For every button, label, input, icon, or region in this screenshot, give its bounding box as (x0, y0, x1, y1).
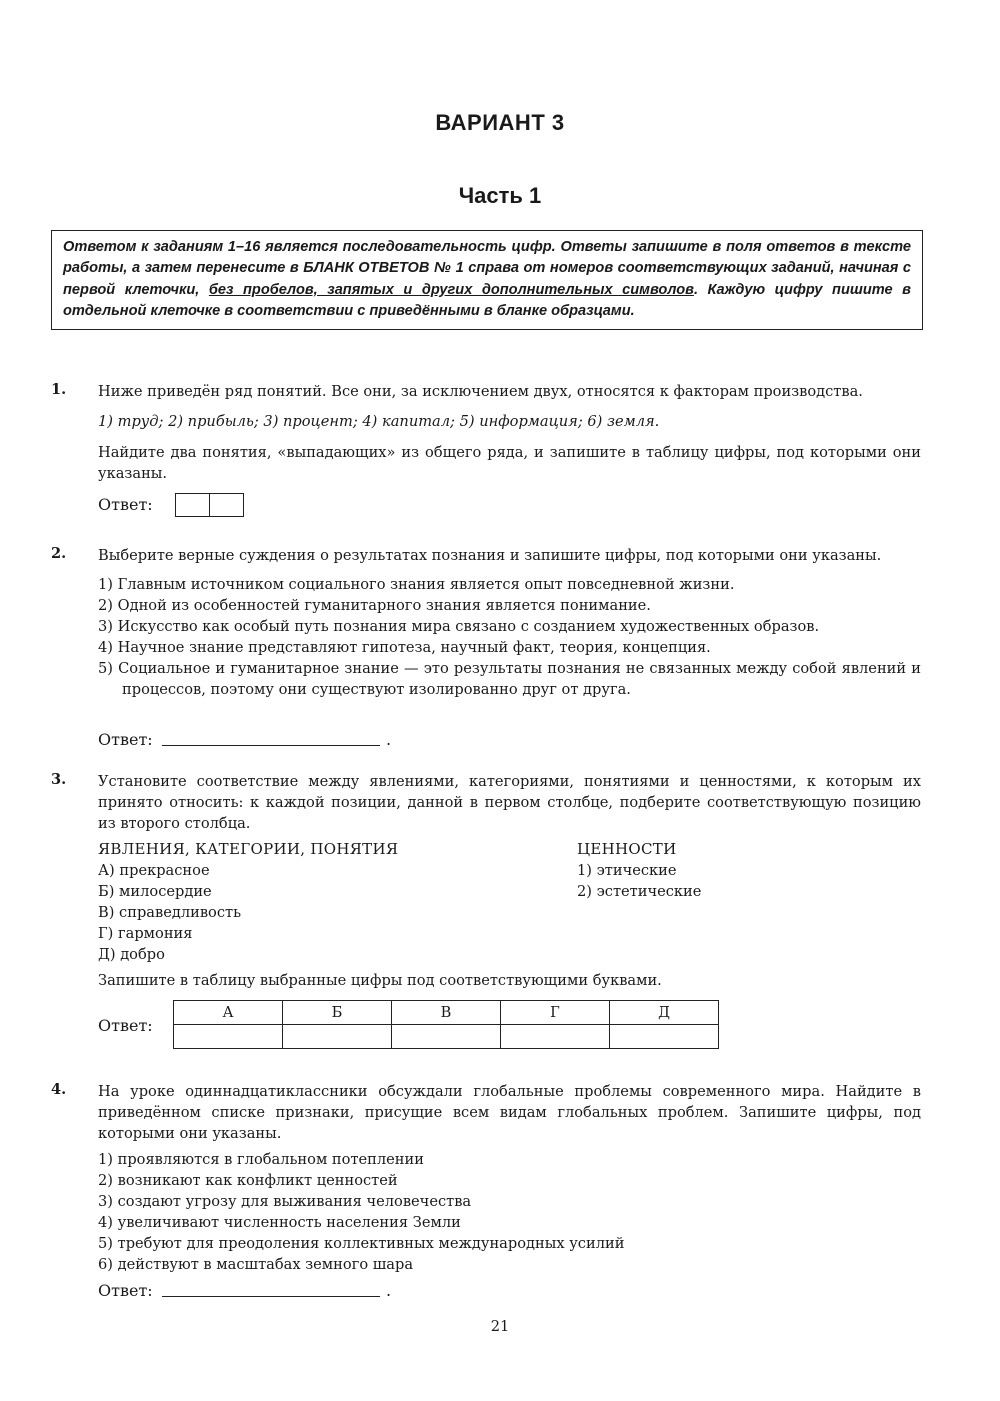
column-phenomena (98, 839, 398, 965)
answer-table-cell[interactable] (174, 1025, 283, 1049)
page-number: 21 (490, 1318, 510, 1335)
options-list (98, 1149, 921, 1275)
option-item: 4) Научное знание представляют гипотеза, научный факт, теория, концепция. (98, 639, 711, 656)
column-item: 1) этические (577, 862, 677, 879)
task-instruction: Запишите в таблицу выбранные цифры под соответствующими буквами. (98, 972, 662, 989)
variant-title: ВАРИАНТ 3 (435, 110, 565, 135)
option-item: 4) увеличивают численность населения Земли (98, 1214, 461, 1231)
task-text: Ниже приведён ряд понятий. Все они, за исключением двух, относятся к факторам производства. (98, 383, 863, 400)
column-item: Г) гармония (98, 925, 193, 942)
option-item: 2) возникают как конфликт ценностей (98, 1172, 398, 1189)
answer-cell-1[interactable] (175, 493, 210, 517)
answer-dot: . (386, 730, 392, 749)
task-text: Установите соответствие между явлениями, категориями, понятиями и ценностями, к которым их принято относить: к каждой позиции, данной в первом столбце, подберите соответствующую позицию из второго столбца. (98, 773, 921, 832)
option-item: 5) Социальное и гуманитарное знание — это результаты познания не связанных между собой явлений и процессов, поэтому они существуют изолированно друг от друга. (98, 660, 921, 698)
column-item: А) прекрасное (98, 862, 210, 879)
answer-table-letter: Б (283, 1001, 392, 1025)
answer-label: Ответ: (98, 1281, 153, 1300)
instruction-text-end: . Каждую цифру пишите в отдельной клеточке в соответствии с приведёнными в бланке образцами. (63, 281, 911, 320)
matching-columns (98, 839, 921, 965)
column-values (577, 839, 701, 902)
column-item: Д) добро (98, 946, 165, 963)
task-number: 2. (51, 545, 67, 562)
answer-table-letter: Д (610, 1001, 719, 1025)
answer-cell-2[interactable] (209, 493, 244, 517)
answer-label: Ответ: (98, 495, 153, 514)
answer-line[interactable] (162, 745, 380, 746)
concept-list: 1) труд; 2) прибыль; 3) процент; 4) капитал; 5) информация; 6) земля. (98, 413, 660, 430)
option-item: 1) проявляются в глобальном потеплении (98, 1151, 424, 1168)
task-number: 1. (51, 381, 67, 398)
answer-dot: . (386, 1281, 392, 1300)
answer-line[interactable] (162, 1296, 380, 1297)
task-text: Выберите верные суждения о результатах познания и запишите цифры, под которыми они указаны. (98, 547, 882, 564)
instruction-box (51, 230, 923, 330)
answer-table-input-row (174, 1025, 719, 1049)
instruction-text: Ответом к заданиям 1–16 является последовательность цифр. Ответы запишите в поля ответов в тексте работы, а затем перенесите в БЛАНК ОТВЕТОВ № 1 справа от номеров соответствующих заданий, начиная с первой клеточки, (63, 239, 911, 298)
answer-table-letter: В (392, 1001, 501, 1025)
answer-table-cell[interactable] (392, 1025, 501, 1049)
answer-table-cell[interactable] (501, 1025, 610, 1049)
part-title: Часть 1 (458, 183, 542, 208)
task-instruction: Найдите два понятия, «выпадающих» из общего ряда, и запишите в таблицу цифры, под которыми они указаны. (98, 444, 921, 482)
instruction-underlined-text: без пробелов, запятых и других дополнительных символов (208, 281, 694, 298)
answer-table-cell[interactable] (283, 1025, 392, 1049)
answer-table-letter: А (174, 1001, 283, 1025)
task-number: 4. (51, 1081, 67, 1098)
answer-table-cell[interactable] (610, 1025, 719, 1049)
answer-label: Ответ: (98, 1016, 153, 1035)
column-item: 2) эстетические (577, 883, 702, 900)
column-item: Б) милосердие (98, 883, 212, 900)
answer-table-header-row (174, 1001, 719, 1025)
option-item: 2) Одной из особенностей гуманитарного знания является понимание. (98, 597, 651, 614)
task-number: 3. (51, 771, 67, 788)
answer-table-letter: Г (501, 1001, 610, 1025)
option-item: 1) Главным источником социального знания является опыт повседневной жизни. (98, 576, 735, 593)
option-item: 3) Искусство как особый путь познания мира связано с созданием художественных образов. (98, 618, 820, 635)
option-item: 5) требуют для преодоления коллективных международных усилий (98, 1235, 625, 1252)
options-list (98, 574, 921, 700)
option-item: 6) действуют в масштабах земного шара (98, 1256, 414, 1273)
column-heading: ЦЕННОСТИ (577, 840, 677, 858)
task-text: На уроке одиннадцатиклассники обсуждали глобальные проблемы современного мира. Найдите в приведённом списке признаки, присущие всем видам глобальных проблем. Запишите цифры, под которыми они указаны. (98, 1083, 921, 1142)
answer-table (173, 1000, 719, 1049)
option-item: 3) создают угрозу для выживания человечества (98, 1193, 472, 1210)
column-item: В) справедливость (98, 904, 242, 921)
column-heading: ЯВЛЕНИЯ, КАТЕГОРИИ, ПОНЯТИЯ (98, 840, 399, 858)
answer-label: Ответ: (98, 730, 153, 749)
